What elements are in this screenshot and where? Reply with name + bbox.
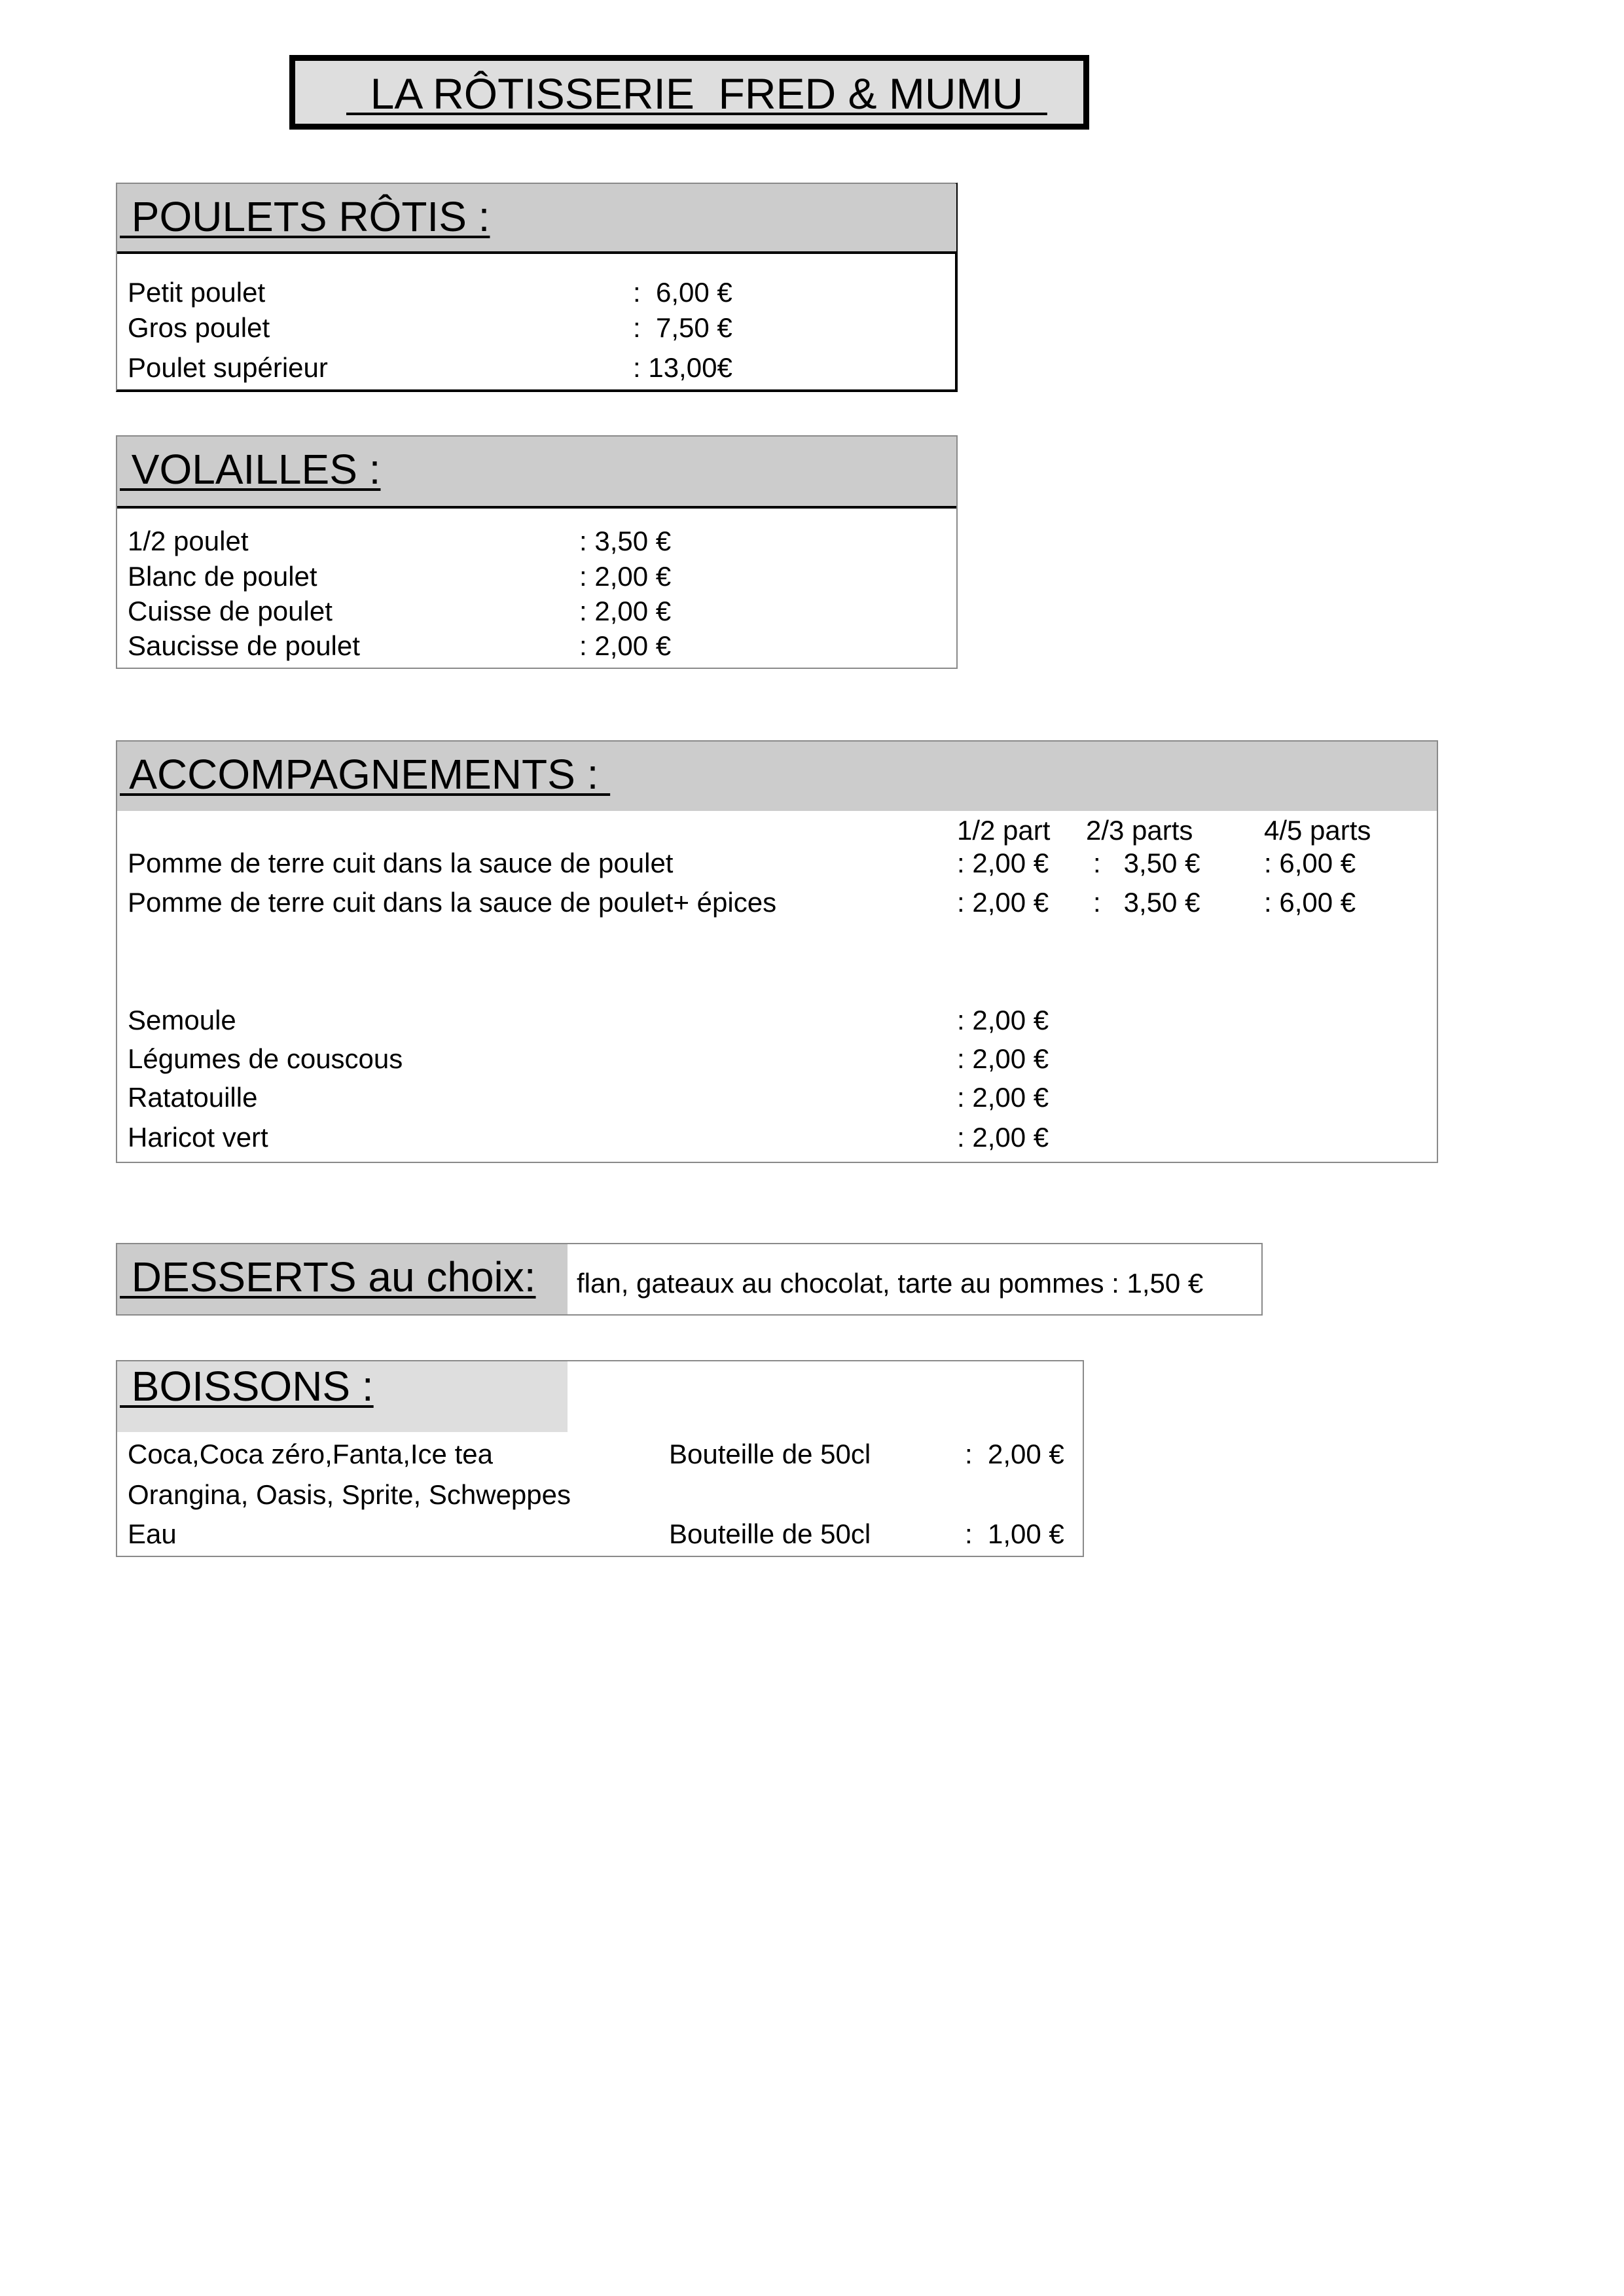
section-volailles <box>116 435 958 669</box>
menu-item-name: Poulet supérieur <box>128 352 328 383</box>
drink-name: Coca,Coca zéro,Fanta,Ice tea <box>128 1439 493 1469</box>
drink-price: : 1,00 € <box>965 1518 1064 1549</box>
menu-item-name: Ratatouille <box>128 1082 258 1113</box>
section-poulets-divider <box>117 251 956 254</box>
section-poulets <box>116 183 958 392</box>
menu-item-price: : 2,00 € <box>579 630 672 661</box>
menu-item-name: Petit poulet <box>128 277 266 308</box>
menu-item-name: Pomme de terre cuit dans la sauce de poulet+ épices <box>128 887 777 918</box>
column-header: 1/2 part <box>957 815 1051 846</box>
section-volailles-title: VOLAILLES : <box>120 446 381 493</box>
menu-item-price: : 2,00 € <box>957 1043 1049 1074</box>
column-header: 2/3 parts <box>1086 815 1193 846</box>
section-boissons-header <box>117 1361 568 1432</box>
menu-item-name: Blanc de poulet <box>128 561 317 592</box>
menu-item-price: : 2,00 € <box>957 1122 1049 1153</box>
drink-name: Eau <box>128 1518 177 1549</box>
section-poulets-title: POULETS RÔTIS : <box>120 193 490 240</box>
section-desserts <box>116 1243 1263 1316</box>
title-box <box>289 55 1089 130</box>
menu-item-name: Gros poulet <box>128 312 270 343</box>
menu-item-price: : 2,00 € <box>957 887 1049 918</box>
menu-item-price: : 2,00 € <box>957 848 1049 878</box>
menu-item-price: : 3,50 € <box>579 526 672 556</box>
menu-item-name: Haricot vert <box>128 1122 268 1153</box>
section-accompagnements-header <box>117 742 1437 811</box>
desserts-description: flan, gateaux au chocolat, tarte au pommes : 1,50 € <box>577 1268 1204 1299</box>
menu-item-price: : 3,50 € <box>1093 887 1200 918</box>
section-volailles-divider <box>117 506 956 509</box>
menu-item-price: : 6,00 € <box>1264 848 1356 878</box>
menu-item-name: Légumes de couscous <box>128 1043 403 1074</box>
section-accompagnements <box>116 740 1438 1163</box>
section-boissons <box>116 1360 1084 1557</box>
menu-item-price: : 7,50 € <box>633 312 732 343</box>
drink-size: Bouteille de 50cl <box>669 1439 871 1469</box>
drink-size: Bouteille de 50cl <box>669 1518 871 1549</box>
menu-item-name: Cuisse de poulet <box>128 596 333 626</box>
section-volailles-header <box>117 437 956 506</box>
menu-item-name: 1/2 poulet <box>128 526 249 556</box>
column-header: 4/5 parts <box>1264 815 1371 846</box>
section-boissons-title: BOISSONS : <box>120 1363 374 1410</box>
menu-item-name: Saucisse de poulet <box>128 630 360 661</box>
section-poulets-header <box>117 184 956 251</box>
page-title: LA RÔTISSERIE FRED & MUMU <box>346 69 1047 118</box>
menu-item-price: : 2,00 € <box>579 596 672 626</box>
menu-item-name: Pomme de terre cuit dans la sauce de poulet <box>128 848 674 878</box>
menu-item-price: : 6,00 € <box>1264 887 1356 918</box>
menu-item-name: Semoule <box>128 1005 236 1035</box>
menu-item-price: : 2,00 € <box>957 1082 1049 1113</box>
menu-item-price: : 3,50 € <box>1093 848 1200 878</box>
section-desserts-header <box>117 1244 568 1314</box>
section-desserts-title: DESSERTS au choix: <box>120 1253 536 1300</box>
menu-item-price: : 2,00 € <box>957 1005 1049 1035</box>
menu-item-price: : 2,00 € <box>579 561 672 592</box>
drink-price: : 2,00 € <box>965 1439 1064 1469</box>
section-accompagnements-title: ACCOMPAGNEMENTS : <box>120 751 611 798</box>
drink-name: Orangina, Oasis, Sprite, Schweppes <box>128 1479 571 1510</box>
menu-item-price: : 13,00€ <box>633 352 732 383</box>
menu-item-price: : 6,00 € <box>633 277 732 308</box>
